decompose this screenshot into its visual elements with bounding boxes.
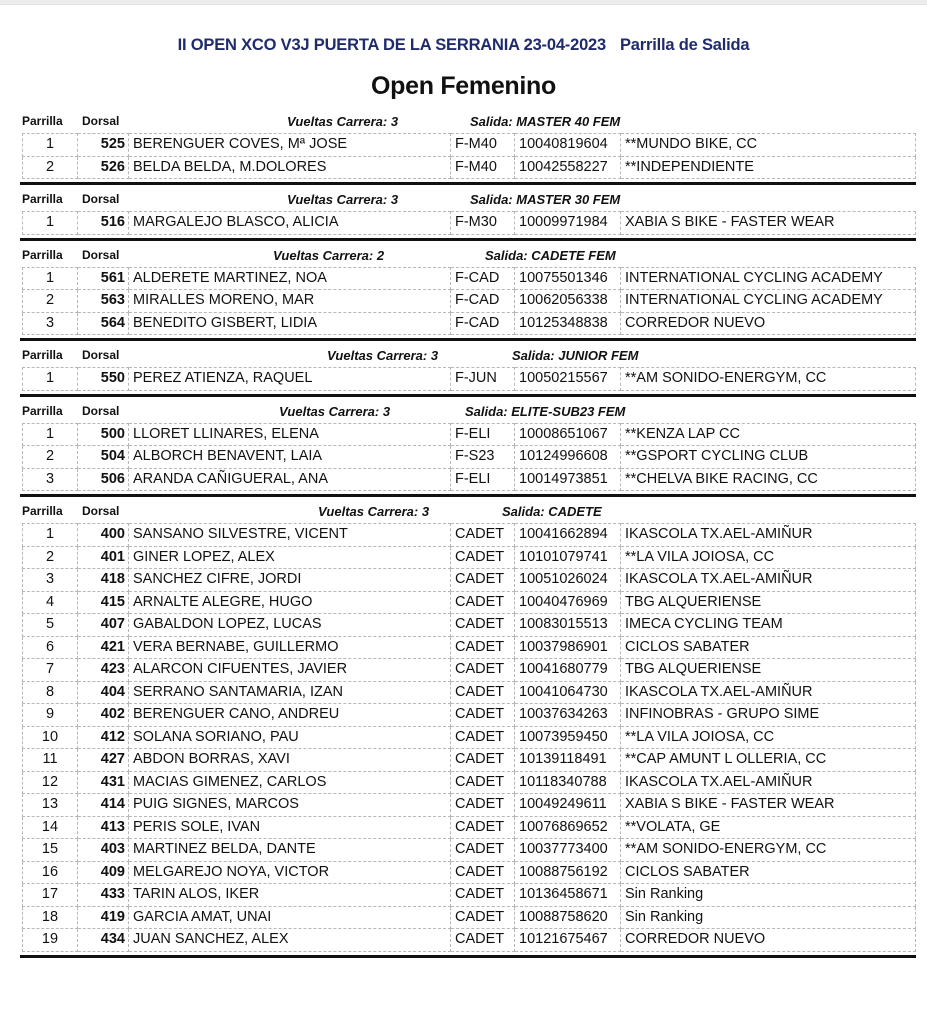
license-number: 10088758620 xyxy=(515,906,621,929)
license-number: 10121675467 xyxy=(515,929,621,952)
bib-number: 415 xyxy=(78,591,129,614)
rider-category: CADET xyxy=(451,816,515,839)
rider-category: CADET xyxy=(451,546,515,569)
rider-category: CADET xyxy=(451,591,515,614)
grid-position: 16 xyxy=(23,861,78,884)
license-number: 10073959450 xyxy=(515,726,621,749)
riders-table xyxy=(22,211,916,235)
license-number: 10118340788 xyxy=(515,771,621,794)
grid-position: 2 xyxy=(23,546,78,569)
start-section xyxy=(20,112,916,185)
bib-number: 419 xyxy=(78,906,129,929)
column-header-parrilla: Parrilla xyxy=(22,192,63,206)
start-category: Salida: CADETE xyxy=(502,504,602,519)
rider-name: SERRANO SANTAMARIA, IZAN xyxy=(129,681,451,704)
rider-name: VERA BERNABE, GUILLERMO xyxy=(129,636,451,659)
column-header-parrilla: Parrilla xyxy=(22,348,63,362)
bib-number: 414 xyxy=(78,794,129,817)
section-header xyxy=(20,112,916,133)
rider-name: PUIG SIGNES, MARCOS xyxy=(129,794,451,817)
column-header-dorsal: Dorsal xyxy=(82,192,120,206)
table-row xyxy=(23,861,916,884)
column-header-parrilla: Parrilla xyxy=(22,114,63,128)
license-number: 10050215567 xyxy=(515,368,621,391)
rider-category: F-ELI xyxy=(451,423,515,446)
rider-category: CADET xyxy=(451,659,515,682)
table-row xyxy=(23,423,916,446)
club-name: Sin Ranking xyxy=(621,884,916,907)
rider-name: ARANDA CAÑIGUERAL, ANA xyxy=(129,468,451,491)
grid-position: 8 xyxy=(23,681,78,704)
race-laps: Vueltas Carrera: 3 xyxy=(327,348,439,363)
rider-name: PEREZ ATIENZA, RAQUEL xyxy=(129,368,451,391)
club-name: TBG ALQUERIENSE xyxy=(621,659,916,682)
club-name: IKASCOLA TX.AEL-AMIÑUR xyxy=(621,681,916,704)
start-section xyxy=(20,402,916,498)
table-row xyxy=(23,704,916,727)
club-name: INTERNATIONAL CYCLING ACADEMY xyxy=(621,290,916,313)
rider-name: GINER LOPEZ, ALEX xyxy=(129,546,451,569)
bib-number: 516 xyxy=(78,212,129,235)
rider-category: CADET xyxy=(451,771,515,794)
license-number: 10041662894 xyxy=(515,524,621,547)
column-header-dorsal: Dorsal xyxy=(82,504,120,518)
rider-name: MACIAS GIMENEZ, CARLOS xyxy=(129,771,451,794)
bib-number: 525 xyxy=(78,134,129,157)
club-name: IMECA CYCLING TEAM xyxy=(621,614,916,637)
bib-number: 500 xyxy=(78,423,129,446)
table-row xyxy=(23,906,916,929)
rider-category: F-M40 xyxy=(451,156,515,179)
license-number: 10051026024 xyxy=(515,569,621,592)
column-header-parrilla: Parrilla xyxy=(22,504,63,518)
bib-number: 403 xyxy=(78,839,129,862)
bib-number: 526 xyxy=(78,156,129,179)
rider-name: SOLANA SORIANO, PAU xyxy=(129,726,451,749)
start-section xyxy=(20,502,916,958)
table-row xyxy=(23,884,916,907)
bib-number: 404 xyxy=(78,681,129,704)
rider-name: ARNALTE ALEGRE, HUGO xyxy=(129,591,451,614)
table-row xyxy=(23,614,916,637)
column-header-parrilla: Parrilla xyxy=(22,403,63,418)
rider-category: F-ELI xyxy=(451,468,515,491)
club-name: IKASCOLA TX.AEL-AMIÑUR xyxy=(621,771,916,794)
rider-name: MIRALLES MORENO, MAR xyxy=(129,290,451,313)
bib-number: 421 xyxy=(78,636,129,659)
section-divider xyxy=(20,182,916,185)
table-row xyxy=(23,446,916,469)
rider-name: BELDA BELDA, M.DOLORES xyxy=(129,156,451,179)
club-name: **MUNDO BIKE, CC xyxy=(621,134,916,157)
club-name: INFINOBRAS - GRUPO SIME xyxy=(621,704,916,727)
club-name: **CAP AMUNT L OLLERIA, CC xyxy=(621,749,916,772)
table-row xyxy=(23,134,916,157)
rider-category: F-CAD xyxy=(451,267,515,290)
bib-number: 427 xyxy=(78,749,129,772)
rider-name: ABDON BORRAS, XAVI xyxy=(129,749,451,772)
column-header-dorsal: Dorsal xyxy=(82,247,120,262)
table-row xyxy=(23,212,916,235)
category-title: Open Femenino xyxy=(370,72,556,100)
table-row xyxy=(23,794,916,817)
rider-category: CADET xyxy=(451,704,515,727)
rider-category: F-CAD xyxy=(451,290,515,313)
rider-name: GABALDON LOPEZ, LUCAS xyxy=(129,614,451,637)
rider-category: F-JUN xyxy=(451,368,515,391)
table-row xyxy=(23,726,916,749)
rider-category: F-CAD xyxy=(451,312,515,335)
rider-category: CADET xyxy=(451,839,515,862)
grid-position: 17 xyxy=(23,884,78,907)
license-number: 10124996608 xyxy=(515,446,621,469)
column-header-dorsal: Dorsal xyxy=(82,403,120,418)
grid-position: 5 xyxy=(23,614,78,637)
grid-position: 18 xyxy=(23,906,78,929)
table-row xyxy=(23,156,916,179)
license-number: 10037773400 xyxy=(515,839,621,862)
bib-number: 434 xyxy=(78,929,129,952)
club-name: CICLOS SABATER xyxy=(621,636,916,659)
table-row xyxy=(23,290,916,313)
license-number: 10037634263 xyxy=(515,704,621,727)
table-row xyxy=(23,591,916,614)
section-divider xyxy=(20,394,916,397)
rider-name: ALDERETE MARTINEZ, NOA xyxy=(129,267,451,290)
bib-number: 431 xyxy=(78,771,129,794)
grid-position: 4 xyxy=(23,591,78,614)
grid-position: 19 xyxy=(23,929,78,952)
grid-position: 12 xyxy=(23,771,78,794)
grid-position: 1 xyxy=(23,134,78,157)
start-category: Salida: ELITE-SUB23 FEM xyxy=(465,403,626,419)
table-row xyxy=(23,468,916,491)
license-number: 10083015513 xyxy=(515,614,621,637)
start-section xyxy=(20,346,916,397)
table-row xyxy=(23,524,916,547)
club-name: INTERNATIONAL CYCLING ACADEMY xyxy=(621,267,916,290)
rider-category: CADET xyxy=(451,614,515,637)
rider-category: CADET xyxy=(451,884,515,907)
rider-category: CADET xyxy=(451,906,515,929)
rider-name: SANSANO SILVESTRE, VICENT xyxy=(129,524,451,547)
grid-position: 10 xyxy=(23,726,78,749)
section-header xyxy=(20,190,916,211)
grid-position: 2 xyxy=(23,156,78,179)
section-divider xyxy=(20,238,916,241)
rider-name: BERENGUER CANO, ANDREU xyxy=(129,704,451,727)
license-number: 10139118491 xyxy=(515,749,621,772)
license-number: 10040476969 xyxy=(515,591,621,614)
rider-category: CADET xyxy=(451,681,515,704)
license-number: 10041064730 xyxy=(515,681,621,704)
rider-name: MARGALEJO BLASCO, ALICIA xyxy=(129,212,451,235)
rider-category: CADET xyxy=(451,726,515,749)
table-row xyxy=(23,312,916,335)
rider-category: CADET xyxy=(451,524,515,547)
club-name: XABIA S BIKE - FASTER WEAR xyxy=(621,794,916,817)
bib-number: 401 xyxy=(78,546,129,569)
grid-position: 15 xyxy=(23,839,78,862)
table-row xyxy=(23,839,916,862)
riders-table xyxy=(22,267,916,336)
rider-category: CADET xyxy=(451,636,515,659)
section-divider xyxy=(20,338,916,341)
club-name: **AM SONIDO-ENERGYM, CC xyxy=(621,368,916,391)
top-edge xyxy=(0,0,927,5)
table-row xyxy=(23,267,916,290)
start-category: Salida: MASTER 30 FEM xyxy=(470,192,621,207)
event-name: II OPEN XCO V3J PUERTA DE LA SERRANIA 23-04-2023 xyxy=(177,36,606,54)
table-row xyxy=(23,929,916,952)
grid-position: 3 xyxy=(23,569,78,592)
grid-position: 2 xyxy=(23,290,78,313)
grid-position: 6 xyxy=(23,636,78,659)
table-row xyxy=(23,681,916,704)
bib-number: 400 xyxy=(78,524,129,547)
club-name: IKASCOLA TX.AEL-AMIÑUR xyxy=(621,524,916,547)
rider-category: CADET xyxy=(451,861,515,884)
start-category: Salida: CADETE FEM xyxy=(485,247,616,263)
table-row xyxy=(23,546,916,569)
club-name: XABIA S BIKE - FASTER WEAR xyxy=(621,212,916,235)
grid-position: 1 xyxy=(23,368,78,391)
club-name: CORREDOR NUEVO xyxy=(621,929,916,952)
bib-number: 561 xyxy=(78,267,129,290)
section-divider xyxy=(20,494,916,497)
bib-number: 550 xyxy=(78,368,129,391)
race-laps: Vueltas Carrera: 3 xyxy=(279,403,391,419)
start-section xyxy=(20,190,916,241)
club-name: **AM SONIDO-ENERGYM, CC xyxy=(621,839,916,862)
grid-position: 3 xyxy=(23,468,78,491)
club-name: IKASCOLA TX.AEL-AMIÑUR xyxy=(621,569,916,592)
bib-number: 563 xyxy=(78,290,129,313)
rider-category: CADET xyxy=(451,794,515,817)
race-laps: Vueltas Carrera: 3 xyxy=(318,504,430,519)
license-number: 10009971984 xyxy=(515,212,621,235)
bib-number: 504 xyxy=(78,446,129,469)
start-category: Salida: JUNIOR FEM xyxy=(512,348,639,363)
rider-name: BERENGUER COVES, Mª JOSE xyxy=(129,134,451,157)
rider-category: CADET xyxy=(451,749,515,772)
rider-name: MELGAREJO NOYA, VICTOR xyxy=(129,861,451,884)
license-number: 10136458671 xyxy=(515,884,621,907)
riders-table xyxy=(22,367,916,391)
rider-name: TARIN ALOS, IKER xyxy=(129,884,451,907)
grid-position: 11 xyxy=(23,749,78,772)
club-name: **VOLATA, GE xyxy=(621,816,916,839)
club-name: CORREDOR NUEVO xyxy=(621,312,916,335)
club-name: **CHELVA BIKE RACING, CC xyxy=(621,468,916,491)
rider-name: SANCHEZ CIFRE, JORDI xyxy=(129,569,451,592)
rider-name: ALARCON CIFUENTES, JAVIER xyxy=(129,659,451,682)
column-header-parrilla: Parrilla xyxy=(22,247,63,262)
rider-category: F-S23 xyxy=(451,446,515,469)
bib-number: 409 xyxy=(78,861,129,884)
club-name: **GSPORT CYCLING CLUB xyxy=(621,446,916,469)
section-divider xyxy=(20,955,916,958)
table-row xyxy=(23,636,916,659)
bib-number: 413 xyxy=(78,816,129,839)
rider-category: F-M30 xyxy=(451,212,515,235)
grid-position: 1 xyxy=(23,267,78,290)
start-category: Salida: MASTER 40 FEM xyxy=(470,114,621,129)
rider-name: ALBORCH BENAVENT, LAIA xyxy=(129,446,451,469)
event-title xyxy=(0,36,927,55)
section-header xyxy=(20,402,916,423)
grid-position: 14 xyxy=(23,816,78,839)
rider-name: MARTINEZ BELDA, DANTE xyxy=(129,839,451,862)
club-name: **LA VILA JOIOSA, CC xyxy=(621,546,916,569)
table-row xyxy=(23,749,916,772)
start-section xyxy=(20,246,916,342)
license-number: 10042558227 xyxy=(515,156,621,179)
grid-position: 13 xyxy=(23,794,78,817)
bib-number: 412 xyxy=(78,726,129,749)
license-number: 10075501346 xyxy=(515,267,621,290)
table-row xyxy=(23,771,916,794)
license-number: 10062056338 xyxy=(515,290,621,313)
rider-name: JUAN SANCHEZ, ALEX xyxy=(129,929,451,952)
bib-number: 423 xyxy=(78,659,129,682)
table-row xyxy=(23,816,916,839)
club-name: **LA VILA JOIOSA, CC xyxy=(621,726,916,749)
club-name: CICLOS SABATER xyxy=(621,861,916,884)
riders-table xyxy=(22,423,916,492)
license-number: 10088756192 xyxy=(515,861,621,884)
start-grid-sections xyxy=(20,112,916,963)
license-number: 10041680779 xyxy=(515,659,621,682)
table-row xyxy=(23,368,916,391)
license-number: 10037986901 xyxy=(515,636,621,659)
grid-position: 9 xyxy=(23,704,78,727)
table-row xyxy=(23,659,916,682)
grid-position: 1 xyxy=(23,212,78,235)
rider-name: LLORET LLINARES, ELENA xyxy=(129,423,451,446)
license-number: 10008651067 xyxy=(515,423,621,446)
section-header xyxy=(20,502,916,523)
club-name: **INDEPENDIENTE xyxy=(621,156,916,179)
license-number: 10014973851 xyxy=(515,468,621,491)
grid-position: 3 xyxy=(23,312,78,335)
license-number: 10076869652 xyxy=(515,816,621,839)
section-header xyxy=(20,346,916,367)
column-header-dorsal: Dorsal xyxy=(82,114,120,128)
club-name: TBG ALQUERIENSE xyxy=(621,591,916,614)
grid-position: 1 xyxy=(23,423,78,446)
race-laps: Vueltas Carrera: 3 xyxy=(287,192,399,207)
bib-number: 433 xyxy=(78,884,129,907)
grid-position: 7 xyxy=(23,659,78,682)
table-row xyxy=(23,569,916,592)
license-number: 10040819604 xyxy=(515,134,621,157)
license-number: 10101079741 xyxy=(515,546,621,569)
bib-number: 402 xyxy=(78,704,129,727)
riders-table xyxy=(22,133,916,179)
bib-number: 407 xyxy=(78,614,129,637)
event-subtitle: Parrilla de Salida xyxy=(620,36,750,54)
rider-category: CADET xyxy=(451,929,515,952)
license-number: 10125348838 xyxy=(515,312,621,335)
bib-number: 418 xyxy=(78,569,129,592)
bib-number: 506 xyxy=(78,468,129,491)
rider-category: CADET xyxy=(451,569,515,592)
riders-table xyxy=(22,523,916,952)
rider-name: GARCIA AMAT, UNAI xyxy=(129,906,451,929)
club-name: **KENZA LAP CC xyxy=(621,423,916,446)
column-header-dorsal: Dorsal xyxy=(82,348,120,362)
rider-name: BENEDITO GISBERT, LIDIA xyxy=(129,312,451,335)
race-laps: Vueltas Carrera: 2 xyxy=(273,247,385,263)
rider-name: PERIS SOLE, IVAN xyxy=(129,816,451,839)
section-header xyxy=(20,246,916,267)
club-name: Sin Ranking xyxy=(621,906,916,929)
grid-position: 1 xyxy=(23,524,78,547)
grid-position: 2 xyxy=(23,446,78,469)
bib-number: 564 xyxy=(78,312,129,335)
rider-category: F-M40 xyxy=(451,134,515,157)
license-number: 10049249611 xyxy=(515,794,621,817)
race-laps: Vueltas Carrera: 3 xyxy=(287,114,399,129)
